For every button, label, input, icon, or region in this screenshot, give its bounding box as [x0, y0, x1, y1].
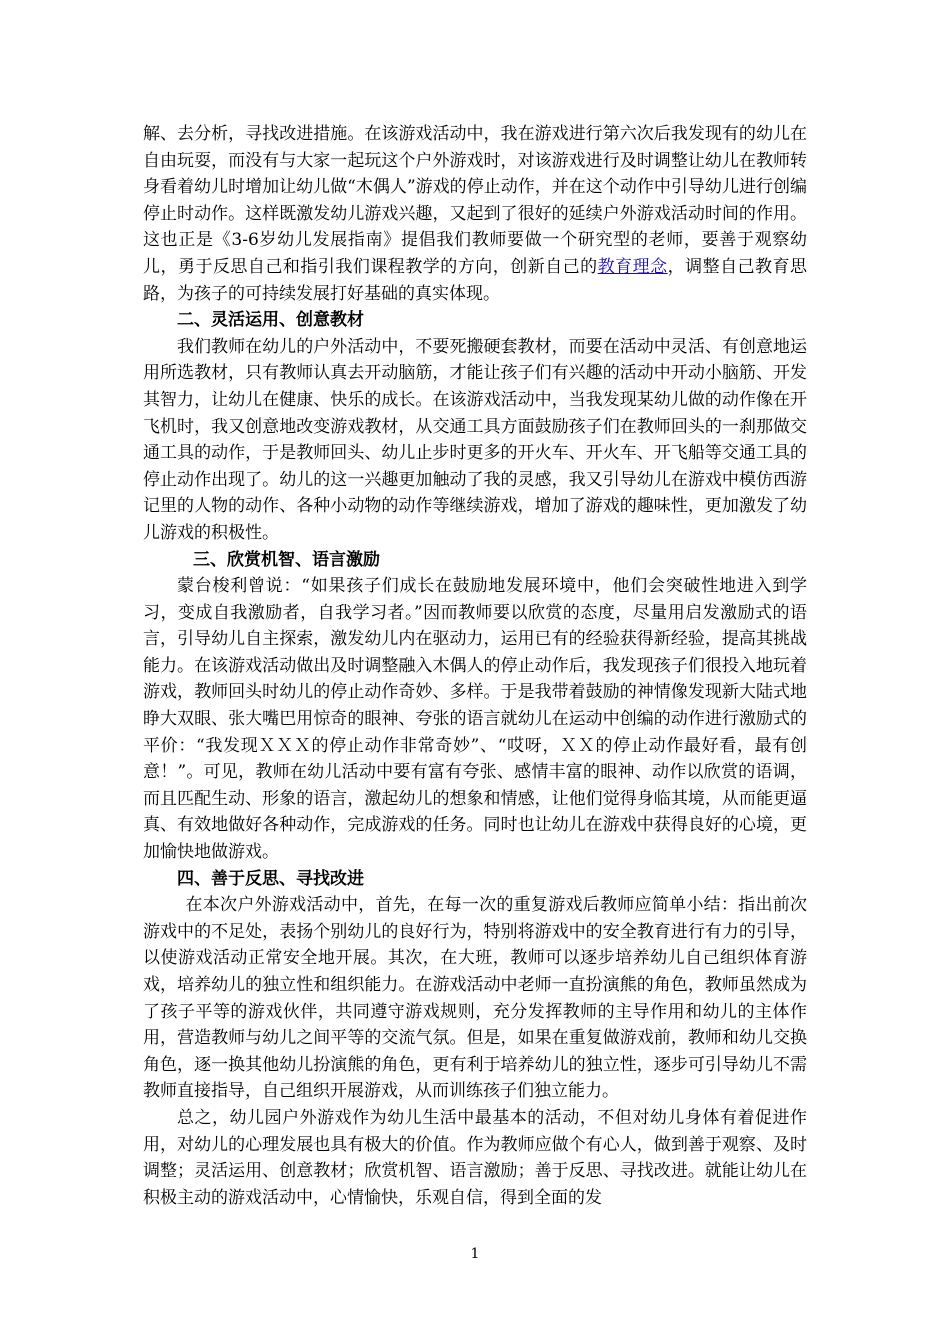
paragraph-1-text-start: 解、去分析，寻找改进措施。在该游戏活动中，我在游戏进行第六次后我发现有的幼儿在自由玩耍，而没有与大家一起玩这个户外游戏时，对该游戏进行及时调整让幼儿在教师转身看着幼儿时增加让幼儿做“木偶人”游戏的停止动作，并在这个动作中引导幼儿进行创编停止时动作。这样既激发幼儿游戏兴趣，又起到了很好的延续户外游戏活动时间的作用。这也正是《3-6岁幼儿发展指南》提倡我们教师要做一个研究型的老师，要善于观察幼儿，勇于反思自己和指引我们课程教学的方向，创新自己的 [143, 124, 807, 277]
paragraph-4: 在本次户外游戏活动中，首先，在每一次的重复游戏后教师应简单小结：指出前次游戏中的不足处，表扬个别幼儿的良好行为，特别将游戏中的安全教育进行有力的引导，以使游戏活动正常安全地开展。其次，在大班，教师可以逐步培养幼儿自己组织体育游戏，培养幼儿的独立性和组织能力。在游戏活动中老师一直扮演熊的角色，教师虽然成为了孩子平等的游戏伙伴，共同遵守游戏规则，充分发挥教师的主导作用和幼儿的主体作用，营造教师与幼儿之间平等的交流气氛。但是，如果在重复做游戏前，教师和幼儿交换角色，逐一换其他幼儿扮演熊的角色，更有利于培养幼儿的独立性，逐步可引导幼儿不需教师直接指导，自己组织开展游戏，从而训练孩子们独立能力。 [143, 895, 807, 1102]
section-heading-4: 四、善于反思、寻找改进 [177, 868, 364, 889]
paragraph-1-text-end: ，调整自己教育思路，为孩子的可持续发展打好基础的真实体现。 [143, 256, 808, 304]
paragraph-3: 蒙台梭利曾说：“如果孩子们成长在鼓励地发展环境中，他们会突破性地进入到学习，变成自我激励者，自我学习者。”因而教师要以欣赏的态度，尽量用启发激励式的语言，引导幼儿自主探索，激发幼儿内在驱动力，运用已有的经验获得新经验，提高其挑战能力。在该游戏活动做出及时调整融入木偶人的停止动作后，我发现孩子们很投入地玩着游戏，教师回头时幼儿的停止动作奇妙、多样。于是我带着鼓励的神情像发现新大陆式地睁大双眼、张大嘴巴用惊奇的眼神、夸张的语言就幼儿在运动中创编的动作进行激励式的平价：“我发现ＸＸＸ的停止动作非常奇妙”、“哎呀，ＸＸ的停止动作最好看，最有创意！”。可见，教师在幼儿活动中要有富有夸张、感情丰富的眼神、动作以欣赏的语调，而且匹配生动、形象的语言，激起幼儿的想象和情感，让他们觉得身临其境，从而能更逼真、有效地做好各种动作，完成游戏的任务。同时也让幼儿在游戏中获得良好的心境，更加愉快地做游戏。 [143, 576, 807, 863]
paragraph-1 [143, 121, 807, 307]
section-heading-2: 二、灵活运用、创意教材 [177, 310, 364, 331]
document-body [143, 121, 807, 1211]
paragraph-5: 总之，幼儿园户外游戏作为幼儿生活中最基本的活动，不但对幼儿身体有着促进作用，对幼儿的心理发展也具有极大的价值。作为教师应做个有心人，做到善于观察、及时调整；灵活运用、创意教材；欣赏机智、语言激励；善于反思、寻找改进。就能让幼儿在积极主动的游戏活动中，心情愉快，乐观自信，得到全面的发 [143, 1107, 807, 1208]
education-concept-link[interactable]: 教育理念 [597, 256, 668, 277]
section-heading-3: 三、欣赏机智、语言激励 [193, 549, 380, 570]
page-number: 1 [470, 1246, 480, 1262]
paragraph-2: 我们教师在幼儿的户外活动中，不要死搬硬套教材，而要在活动中灵活、有创意地运用所选教材，只有教师认真去开动脑筋，才能让孩子们有兴趣的活动中开动小脑筋、开发其智力，让幼儿在健康、快乐的成长。在该游戏活动中，当我发现某幼儿做的动作像在开飞机时，我又创意地改变游戏教材，从交通工具方面鼓励孩子们在教师回头的一刹那做交通工具的动作，于是教师回头、幼儿止步时更多的开火车、开火车、开飞船等交通工具的停止动作出现了。幼儿的这一兴趣更加触动了我的灵感，我又引导幼儿在游戏中模仿西游记里的人物的动作、各种小动物的动作等继续游戏，增加了游戏的趣味性，更加激发了幼儿游戏的积极性。 [143, 336, 807, 543]
